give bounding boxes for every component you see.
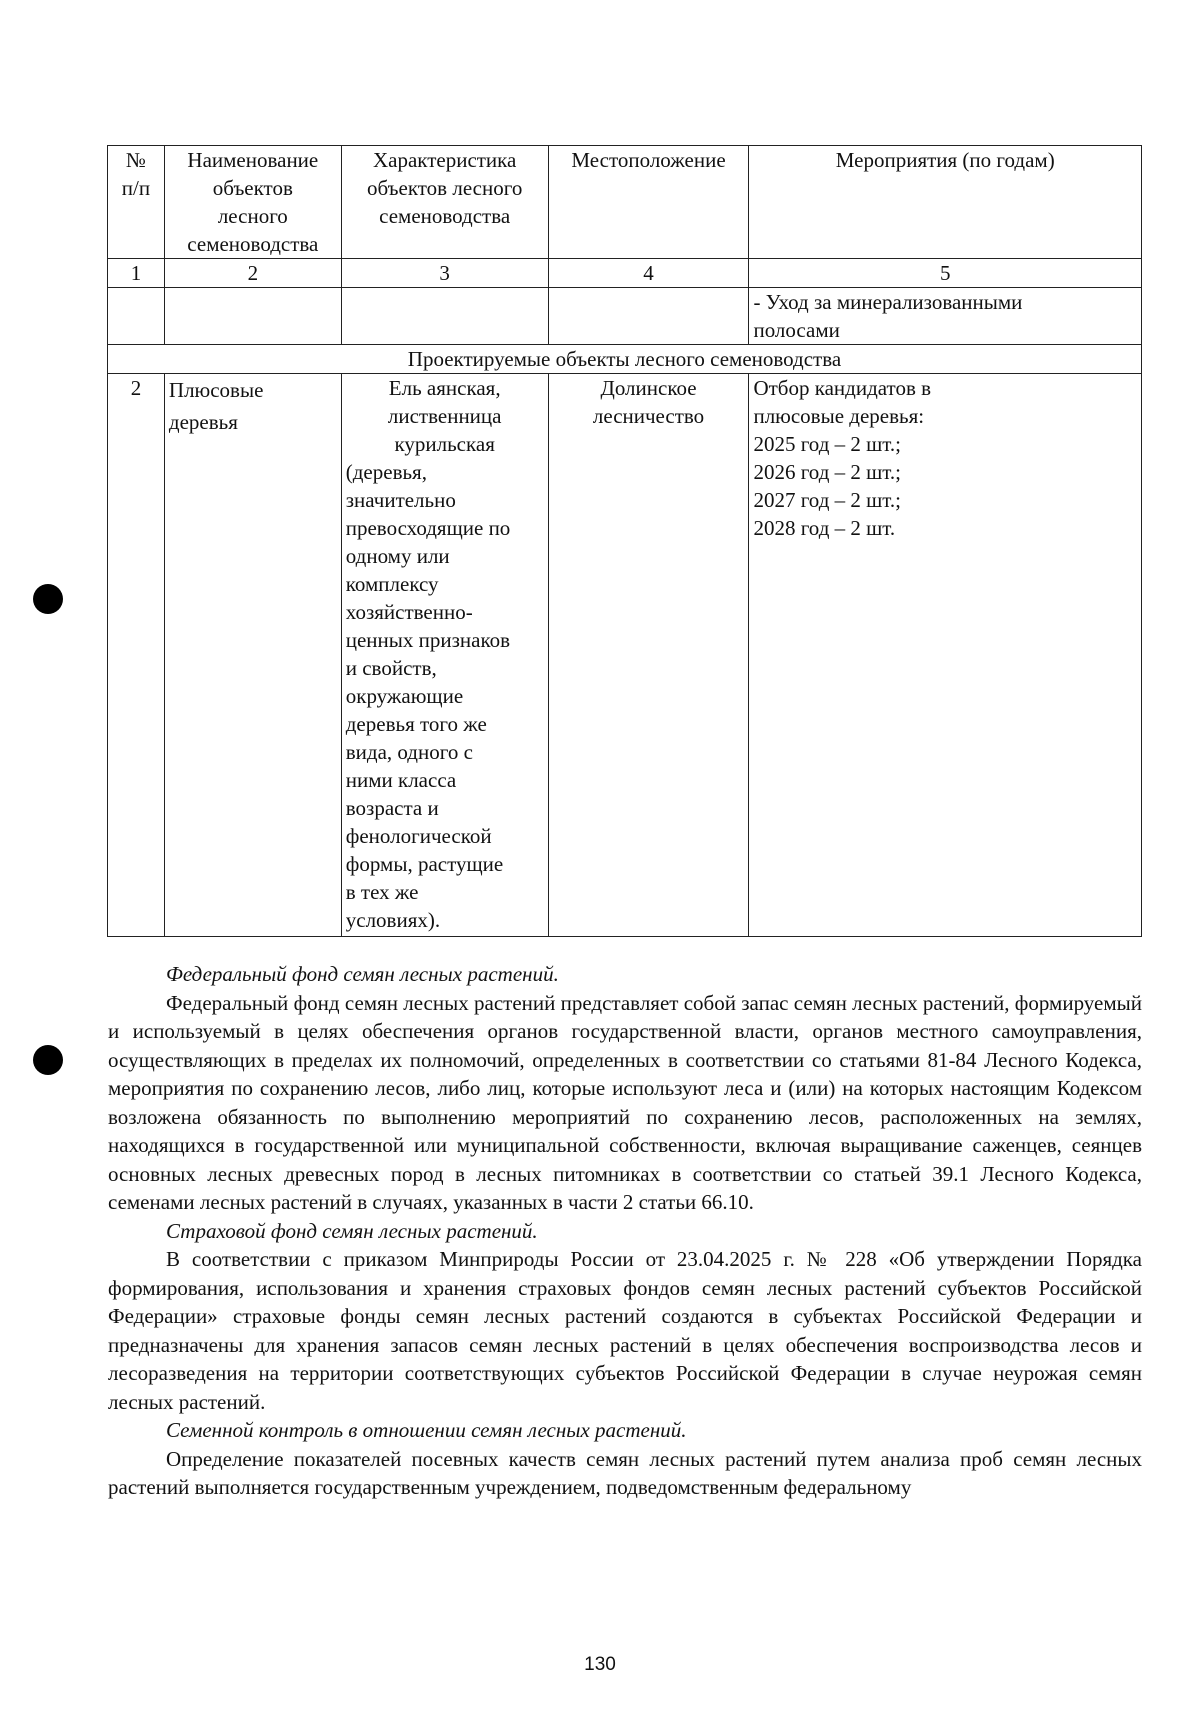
paragraph-federal-fund: Федеральный фонд семян лесных растений представляет собой запас семян лесных растений, формируемый и используемый в целях обеспечения органов государственной власти, органов местного самоуправления, осуществляющих в пределах их полномочий, определенных в соответствии со статьями 81-84 Лесного Кодекса, мероприятия по сохранению лесов, либо лиц, которые используют леса и (или) на которых настоящим Кодексом возложена обязанность по выполнению мероприятий по сохранению лесов, расположенных на землях, находящихся в государственной или муниципальной собственности, включая выращивание саженцев, сеянцев основных лесных древесных пород в лесных питомниках в соответствии со статьей 39.1 Лесного Кодекса, семенами лесных растений в случаях, указанных в части 2 статьи 66.10. bbox=[108, 990, 1142, 1214]
paragraph-seed-control: Определение показателей посевных качеств семян лесных растений путем анализа проб семян лесных растений выполняется государственным учреждением, подведомственным федеральному bbox=[108, 1446, 1142, 1499]
header-events: Мероприятия (по годам) bbox=[749, 146, 1142, 259]
characteristic-line: (деревья, bbox=[345, 460, 427, 484]
column-number: 2 bbox=[164, 259, 341, 288]
header-number: № п/п bbox=[108, 146, 165, 259]
characteristic-line: превосходящие по bbox=[345, 516, 511, 540]
page-number: 130 bbox=[584, 1654, 616, 1675]
care-event-cell: - Уход за минерализованными полосами bbox=[749, 288, 1142, 345]
section-row bbox=[108, 345, 1142, 374]
characteristic-line: формы, растущие bbox=[345, 852, 504, 876]
header-object-name: Наименование объектов лесного семеноводства bbox=[164, 146, 341, 259]
heading-federal-fund: Федеральный фонд семян лесных растений. bbox=[166, 962, 559, 986]
heading-seed-control: Семенной контроль в отношении семян лесных растений. bbox=[166, 1418, 687, 1442]
characteristic-line: одному или bbox=[345, 544, 450, 568]
characteristic-line: вида, одного с bbox=[345, 740, 473, 764]
events-cell: Отбор кандидатов в плюсовые деревья: 2025 год – 2 шт.; 2026 год – 2 шт.; 2027 год – 2 шт.; 2028 год – 2 шт. bbox=[749, 374, 1142, 937]
section-title: Проектируемые объекты лесного семеноводства bbox=[108, 345, 1142, 374]
characteristic-line: деревья того же bbox=[345, 712, 487, 736]
characteristic-details bbox=[346, 458, 544, 934]
table-row-care bbox=[108, 288, 1142, 345]
object-name-cell: Плюсовые деревья bbox=[164, 374, 341, 937]
row-number: 2 bbox=[108, 374, 165, 937]
location-cell: Долинское лесничество bbox=[548, 374, 749, 937]
hole-punch-mark bbox=[33, 584, 63, 614]
header-location: Местоположение bbox=[548, 146, 749, 259]
forest-seed-objects-table bbox=[107, 145, 1142, 937]
hole-punch-mark bbox=[33, 1045, 63, 1075]
characteristic-line: комплексу bbox=[345, 572, 439, 596]
table-header-row bbox=[108, 146, 1142, 259]
characteristic-line: ценных признаков bbox=[345, 628, 511, 652]
characteristic-line: окружающие bbox=[345, 684, 464, 708]
heading-insurance-fund: Страховой фонд семян лесных растений. bbox=[166, 1218, 538, 1243]
characteristic-line: условиях). bbox=[345, 908, 441, 932]
column-number: 3 bbox=[341, 259, 548, 288]
document-body bbox=[108, 960, 1142, 1502]
characteristic-line: и свойств, bbox=[345, 656, 437, 680]
characteristic-line: ними класса bbox=[345, 768, 457, 792]
column-number: 4 bbox=[548, 259, 749, 288]
characteristic-line: возраста и bbox=[345, 796, 439, 820]
characteristic-line: в тех же bbox=[345, 880, 419, 904]
header-characteristic: Характеристика объектов лесного семеноводства bbox=[341, 146, 548, 259]
characteristic-line: значительно bbox=[345, 488, 456, 512]
column-number-row bbox=[108, 259, 1142, 288]
characteristic-cell: Ель аянская, лиственница курильская (деревья, значительно превосходящие по одному или комплексу хозяйственно- ценных признаков и свойств, окружающие деревья того же вида, одного с ними класса возраста и фенологической формы, растущие в тех же условиях). bbox=[341, 374, 548, 937]
paragraph-insurance-fund: В соответствии с приказом Минприроды России от 23.04.2025 г. № 228 «Об утверждении Порядка формирования, использования и хранения страховых фондов семян лесных растений субъектов Российской Федерации» страховые фонды семян лесных растений создаются в субъектах Российской Федерации и предназначены для хранения запасов семян лесных растений в целях обеспечения воспроизводства лесов и лесоразведения на территории соответствующих субъектов Российской Федерации в случае неурожая семян лесных растений. bbox=[108, 1247, 1142, 1414]
characteristic-line: фенологической bbox=[345, 824, 492, 848]
column-number: 1 bbox=[108, 259, 165, 288]
column-number: 5 bbox=[749, 259, 1142, 288]
table-row-plus-trees bbox=[108, 374, 1142, 937]
characteristic-line: хозяйственно- bbox=[345, 600, 473, 624]
